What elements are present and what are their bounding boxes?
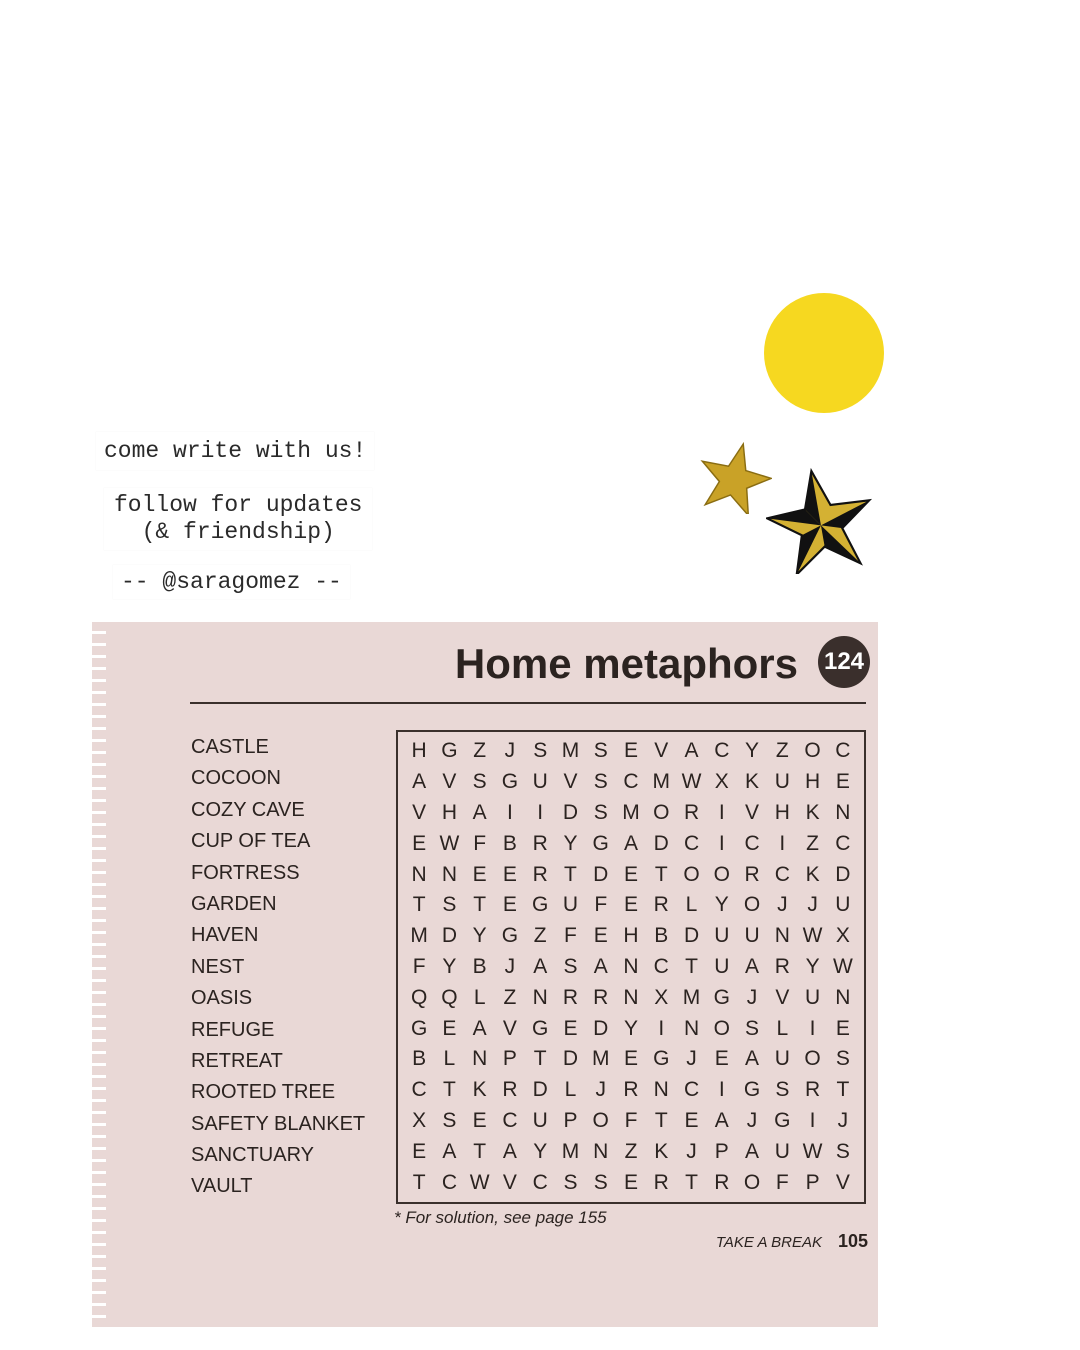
grid-letter[interactable]: Y: [533, 1139, 548, 1163]
page-number: 105: [837, 1231, 868, 1251]
grid-letter[interactable]: I: [809, 1016, 816, 1040]
grid-letter[interactable]: T: [654, 862, 668, 886]
grid-letter[interactable]: A: [745, 1047, 760, 1071]
grid-letter[interactable]: T: [533, 1047, 547, 1071]
grid-letter[interactable]: K: [745, 770, 760, 794]
grid-letter[interactable]: U: [805, 985, 821, 1009]
puzzle-clipping: [98, 622, 878, 1327]
grid-letter[interactable]: G: [743, 1078, 761, 1102]
note-strip-come-write: come write with us!: [96, 432, 374, 470]
grid-letter[interactable]: S: [472, 770, 487, 794]
grid-letter[interactable]: J: [504, 739, 516, 763]
grid-letter[interactable]: J: [807, 893, 818, 917]
grid-letter[interactable]: S: [835, 1047, 850, 1071]
grid-letter[interactable]: O: [653, 800, 670, 824]
grid-letter[interactable]: V: [412, 800, 427, 824]
grid-letter[interactable]: N: [623, 985, 639, 1009]
grid-letter[interactable]: H: [411, 739, 427, 763]
grid-letter[interactable]: C: [502, 1108, 518, 1132]
grid-letter[interactable]: N: [835, 800, 851, 824]
grid-letter[interactable]: V: [502, 1170, 517, 1194]
grid-letter[interactable]: C: [441, 1170, 457, 1194]
word-list-item: HAVEN: [191, 924, 259, 947]
grid-letter[interactable]: O: [804, 739, 821, 763]
word-list-item: COZY CAVE: [191, 798, 305, 821]
word-list-item: OASIS: [191, 987, 253, 1010]
grid-letter[interactable]: X: [835, 924, 850, 948]
grid-letter[interactable]: G: [592, 831, 609, 855]
grid-letter[interactable]: E: [835, 770, 850, 794]
grid-letter[interactable]: H: [623, 924, 639, 948]
grid-letter[interactable]: S: [533, 739, 548, 763]
grid-letter[interactable]: E: [714, 1047, 729, 1071]
grid-letter[interactable]: T: [836, 1078, 850, 1102]
grid-letter[interactable]: H: [805, 770, 821, 794]
grid-letter[interactable]: Z: [775, 739, 789, 763]
grid-letter[interactable]: Y: [714, 893, 729, 917]
grid-letter[interactable]: J: [777, 893, 788, 917]
grid-letter[interactable]: M: [561, 739, 580, 763]
grid-letter[interactable]: E: [623, 862, 638, 886]
grid-letter[interactable]: L: [685, 893, 698, 917]
grid-letter[interactable]: U: [774, 1047, 790, 1071]
grid-letter[interactable]: E: [623, 1170, 638, 1194]
grid-letter[interactable]: Y: [563, 831, 578, 855]
word-list-item: CASTLE: [191, 736, 269, 758]
grid-letter[interactable]: T: [412, 1170, 426, 1194]
grid-letter[interactable]: E: [472, 1108, 487, 1132]
grid-letter[interactable]: Y: [623, 1016, 638, 1040]
grid-letter[interactable]: U: [835, 893, 851, 917]
grid-letter[interactable]: M: [652, 770, 670, 794]
grid-letter[interactable]: U: [744, 924, 760, 948]
grid-letter[interactable]: Y: [472, 924, 487, 948]
word-search-grid: [396, 730, 866, 1204]
grid-letter[interactable]: R: [774, 954, 790, 978]
grid-letter[interactable]: M: [622, 800, 640, 824]
word-list-item: RETREAT: [191, 1049, 283, 1072]
grid-letter[interactable]: C: [714, 739, 730, 763]
grid-letter[interactable]: W: [469, 1170, 490, 1194]
grid-letter[interactable]: Q: [410, 985, 428, 1009]
grid-letter[interactable]: P: [502, 1047, 517, 1071]
grid-letter[interactable]: A: [472, 1016, 487, 1040]
grid-letter[interactable]: I: [718, 831, 725, 855]
grid-letter[interactable]: T: [564, 862, 577, 886]
grid-letter[interactable]: A: [745, 954, 760, 978]
grid-letter[interactable]: A: [623, 831, 638, 855]
grid-letter[interactable]: E: [623, 893, 638, 917]
grid-letter[interactable]: T: [412, 893, 426, 917]
grid-letter[interactable]: R: [593, 985, 609, 1009]
grid-letter[interactable]: J: [686, 1047, 697, 1071]
grid-letter[interactable]: A: [593, 954, 608, 978]
grid-letter[interactable]: F: [594, 893, 608, 917]
grid-letter[interactable]: B: [412, 1047, 427, 1071]
grid-letter[interactable]: R: [502, 1078, 518, 1102]
grid-letter[interactable]: E: [593, 924, 608, 948]
grid-letter[interactable]: B: [502, 831, 517, 855]
grid-letter[interactable]: S: [835, 1139, 850, 1163]
grid-letter[interactable]: N: [835, 985, 851, 1009]
grid-letter[interactable]: R: [653, 1170, 669, 1194]
grid-letter[interactable]: X: [654, 985, 669, 1009]
grid-letter[interactable]: G: [713, 985, 730, 1009]
grid-letter[interactable]: C: [683, 831, 700, 855]
grid-letter[interactable]: E: [563, 1016, 578, 1040]
grid-letter[interactable]: N: [623, 954, 639, 978]
grid-letter[interactable]: M: [591, 1047, 610, 1071]
grid-letter[interactable]: D: [835, 862, 851, 886]
grid-letter[interactable]: R: [623, 1078, 639, 1102]
grid-letter[interactable]: E: [502, 862, 517, 886]
grid-letter[interactable]: M: [561, 1139, 580, 1163]
grid-letter[interactable]: I: [779, 831, 786, 855]
grid-letter[interactable]: S: [593, 1170, 608, 1194]
grid-letter[interactable]: V: [502, 1016, 517, 1040]
grid-letter[interactable]: A: [472, 800, 487, 824]
grid-letter[interactable]: J: [504, 954, 516, 978]
gold-star-black-icon: [766, 466, 874, 574]
grid-letter[interactable]: E: [684, 1108, 699, 1132]
grid-letter[interactable]: E: [623, 1047, 638, 1071]
grid-letter[interactable]: F: [775, 1170, 789, 1194]
grid-letter[interactable]: N: [532, 985, 548, 1009]
grid-letter[interactable]: G: [653, 1047, 670, 1071]
grid-letter[interactable]: A: [442, 1139, 457, 1163]
grid-letter[interactable]: S: [593, 800, 608, 824]
grid-letter[interactable]: N: [411, 862, 427, 886]
grid-letter[interactable]: K: [805, 800, 820, 824]
grid-letter[interactable]: J: [595, 1078, 606, 1102]
grid-letter[interactable]: S: [593, 770, 608, 794]
grid-letter[interactable]: C: [532, 1170, 548, 1194]
grid-letter[interactable]: Z: [624, 1139, 638, 1163]
grid-letter[interactable]: I: [809, 1108, 816, 1132]
paper-background: [920, 0, 1080, 1350]
grid-letter[interactable]: T: [685, 1170, 698, 1194]
grid-letter[interactable]: Z: [503, 985, 517, 1009]
grid-letter[interactable]: S: [563, 954, 578, 978]
grid-letter[interactable]: K: [472, 1078, 487, 1102]
grid-letter[interactable]: U: [774, 770, 790, 794]
grid-letter[interactable]: V: [442, 770, 457, 794]
grid-letter[interactable]: R: [653, 893, 669, 917]
grid-letter[interactable]: V: [654, 739, 669, 763]
grid-letter[interactable]: C: [835, 739, 851, 763]
grid-letter[interactable]: R: [744, 862, 760, 886]
grid-letter[interactable]: G: [532, 893, 549, 917]
grid-letter[interactable]: E: [502, 893, 517, 917]
grid-letter[interactable]: I: [658, 1016, 665, 1040]
word-list: [191, 732, 365, 1203]
puzzle-title: Home metaphors: [454, 640, 798, 687]
grid-letter[interactable]: H: [441, 800, 457, 824]
grid-letter[interactable]: C: [744, 831, 760, 855]
magazine-name: TAKE A BREAK: [715, 1234, 822, 1251]
grid-letter[interactable]: J: [686, 1139, 697, 1163]
grid-letter[interactable]: T: [473, 893, 487, 917]
note-strip-follow: follow for updates (& friendship): [104, 488, 372, 550]
grid-letter[interactable]: O: [743, 893, 761, 917]
grid-letter[interactable]: I: [537, 800, 544, 824]
grid-letter[interactable]: L: [776, 1016, 789, 1040]
grid-letter[interactable]: E: [835, 1016, 850, 1040]
grid-letter[interactable]: D: [532, 1078, 548, 1102]
grid-letter[interactable]: R: [714, 1170, 730, 1194]
grid-letter[interactable]: A: [684, 739, 699, 763]
word-list-item: ROOTED TREE: [191, 1081, 336, 1104]
grid-letter[interactable]: E: [623, 739, 638, 763]
grid-letter[interactable]: A: [412, 770, 427, 794]
grid-letter[interactable]: U: [562, 893, 579, 917]
grid-letter[interactable]: I: [507, 800, 513, 824]
grid-letter[interactable]: M: [410, 924, 428, 948]
grid-letter[interactable]: S: [563, 1170, 578, 1194]
grid-letter[interactable]: D: [441, 924, 457, 948]
grid-letter[interactable]: D: [593, 862, 609, 886]
grid-letter[interactable]: U: [532, 1108, 548, 1132]
word-list-item: VAULT: [191, 1175, 253, 1198]
grid-letter[interactable]: B: [472, 954, 487, 978]
grid-letter[interactable]: J: [746, 1108, 758, 1132]
grid-letter[interactable]: N: [593, 1139, 609, 1163]
grid-letter[interactable]: V: [835, 1170, 850, 1194]
grid-letter[interactable]: I: [718, 800, 725, 824]
word-list-item: COCOON: [191, 767, 281, 790]
grid-letter[interactable]: Y: [442, 954, 457, 978]
sun-sticker-icon: [764, 293, 884, 413]
grid-letter[interactable]: S: [442, 893, 457, 917]
grid-letter[interactable]: K: [654, 1139, 669, 1163]
grid-letter[interactable]: P: [563, 1108, 578, 1132]
grid-letter[interactable]: A: [502, 1139, 517, 1163]
grid-letter[interactable]: J: [837, 1108, 849, 1132]
grid-letter[interactable]: E: [412, 831, 427, 855]
grid-letter[interactable]: S: [593, 739, 608, 763]
grid-letter[interactable]: O: [592, 1108, 609, 1132]
grid-letter[interactable]: Z: [806, 831, 819, 855]
grid-letter[interactable]: S: [442, 1108, 457, 1132]
grid-letter[interactable]: V: [775, 985, 790, 1009]
grid-letter[interactable]: L: [564, 1078, 577, 1102]
grid-letter[interactable]: R: [532, 862, 548, 886]
grid-letter[interactable]: T: [473, 1139, 487, 1163]
grid-letter[interactable]: N: [683, 1016, 700, 1040]
grid-letter[interactable]: O: [743, 1170, 761, 1194]
grid-letter[interactable]: L: [473, 985, 486, 1009]
word-list-item: SANCTUARY: [191, 1144, 314, 1167]
grid-letter[interactable]: I: [718, 1078, 725, 1102]
grid-letter[interactable]: N: [774, 924, 790, 948]
grid-letter[interactable]: C: [774, 862, 790, 886]
grid-letter[interactable]: W: [681, 770, 702, 794]
grid-letter[interactable]: U: [714, 954, 730, 978]
grid-letter[interactable]: U: [532, 770, 548, 794]
grid-letter[interactable]: C: [653, 954, 669, 978]
grid-letter[interactable]: G: [774, 1108, 791, 1132]
grid-letter[interactable]: B: [654, 924, 669, 948]
grid-letter[interactable]: P: [805, 1170, 820, 1194]
grid-letter[interactable]: E: [442, 1016, 457, 1040]
grid-letter[interactable]: C: [683, 1078, 700, 1102]
grid-letter[interactable]: C: [835, 831, 851, 855]
grid-letter[interactable]: R: [532, 831, 548, 855]
puzzle-number-badge: 124: [818, 636, 870, 688]
grid-letter[interactable]: G: [501, 924, 519, 948]
grid-letter[interactable]: R: [683, 800, 700, 824]
grid-letter[interactable]: Z: [533, 924, 547, 948]
grid-letter[interactable]: T: [442, 1078, 456, 1102]
grid-letter[interactable]: N: [441, 862, 457, 886]
grid-letter[interactable]: V: [745, 800, 760, 824]
grid-letter[interactable]: W: [832, 954, 853, 978]
grid-letter[interactable]: D: [562, 1047, 579, 1071]
grid-letter[interactable]: K: [805, 862, 820, 886]
grid-letter[interactable]: T: [654, 1108, 668, 1132]
grid-letter[interactable]: S: [745, 1016, 760, 1040]
note-strip-handle: -- @saragomez --: [113, 565, 350, 599]
word-list-item: SAFETY BLANKET: [191, 1112, 366, 1135]
grid-letter[interactable]: J: [746, 985, 758, 1009]
grid-letter[interactable]: O: [713, 862, 730, 886]
solution-note: * For solution, see page 155: [394, 1208, 607, 1227]
grid-letter[interactable]: M: [682, 985, 701, 1009]
grid-letter[interactable]: C: [411, 1078, 427, 1102]
grid-letter[interactable]: E: [412, 1139, 427, 1163]
grid-letter[interactable]: X: [714, 770, 729, 794]
grid-letter[interactable]: T: [685, 954, 698, 978]
grid-letter[interactable]: F: [624, 1108, 638, 1132]
grid-letter[interactable]: U: [714, 924, 730, 948]
grid-letter[interactable]: R: [805, 1078, 821, 1102]
grid-letter[interactable]: A: [533, 954, 548, 978]
grid-letter[interactable]: H: [774, 800, 790, 824]
grid-letter[interactable]: Y: [805, 954, 820, 978]
grid-letter[interactable]: G: [532, 1016, 549, 1040]
word-list-item: FORTRESS: [191, 861, 300, 884]
grid-letter[interactable]: L: [443, 1047, 456, 1071]
grid-letter[interactable]: F: [412, 954, 426, 978]
grid-letter[interactable]: D: [562, 800, 579, 824]
grid-letter[interactable]: G: [501, 770, 519, 794]
grid-letter[interactable]: S: [775, 1078, 790, 1102]
grid-letter[interactable]: G: [441, 739, 458, 763]
grid-letter[interactable]: C: [623, 770, 639, 794]
grid-letter[interactable]: A: [714, 1108, 729, 1132]
grid-letter[interactable]: G: [410, 1016, 428, 1040]
word-list-item: GARDEN: [191, 892, 277, 915]
grid-letter[interactable]: P: [714, 1139, 729, 1163]
grid-letter[interactable]: D: [653, 831, 669, 855]
grid-letter[interactable]: D: [593, 1016, 609, 1040]
grid-letter[interactable]: Y: [745, 739, 760, 763]
word-list-item: NEST: [191, 955, 245, 978]
grid-letter[interactable]: O: [683, 862, 700, 886]
grid-letter[interactable]: Q: [441, 985, 458, 1009]
word-list-item: CUP OF TEA: [191, 830, 311, 853]
grid-letter[interactable]: O: [713, 1016, 730, 1040]
grid-letter[interactable]: W: [439, 831, 460, 855]
grid-letter[interactable]: W: [802, 1139, 823, 1163]
grid-letter[interactable]: F: [473, 831, 487, 855]
grid-letter[interactable]: E: [472, 862, 487, 886]
grid-letter[interactable]: O: [804, 1047, 821, 1071]
grid-letter[interactable]: D: [683, 924, 700, 948]
grid-letter[interactable]: F: [564, 924, 577, 948]
gold-star-icon: [698, 440, 772, 514]
grid-letter[interactable]: N: [472, 1047, 488, 1071]
grid-letter[interactable]: V: [563, 770, 578, 794]
title-rule: [190, 702, 866, 704]
grid-letter[interactable]: A: [745, 1139, 760, 1163]
word-list-item: REFUGE: [191, 1018, 275, 1041]
grid-letter[interactable]: X: [412, 1108, 427, 1132]
grid-letter[interactable]: Z: [473, 739, 487, 763]
grid-letter[interactable]: N: [653, 1078, 669, 1102]
grid-letter[interactable]: W: [802, 924, 823, 948]
grid-letter[interactable]: U: [774, 1139, 790, 1163]
grid-letter[interactable]: R: [562, 985, 579, 1009]
